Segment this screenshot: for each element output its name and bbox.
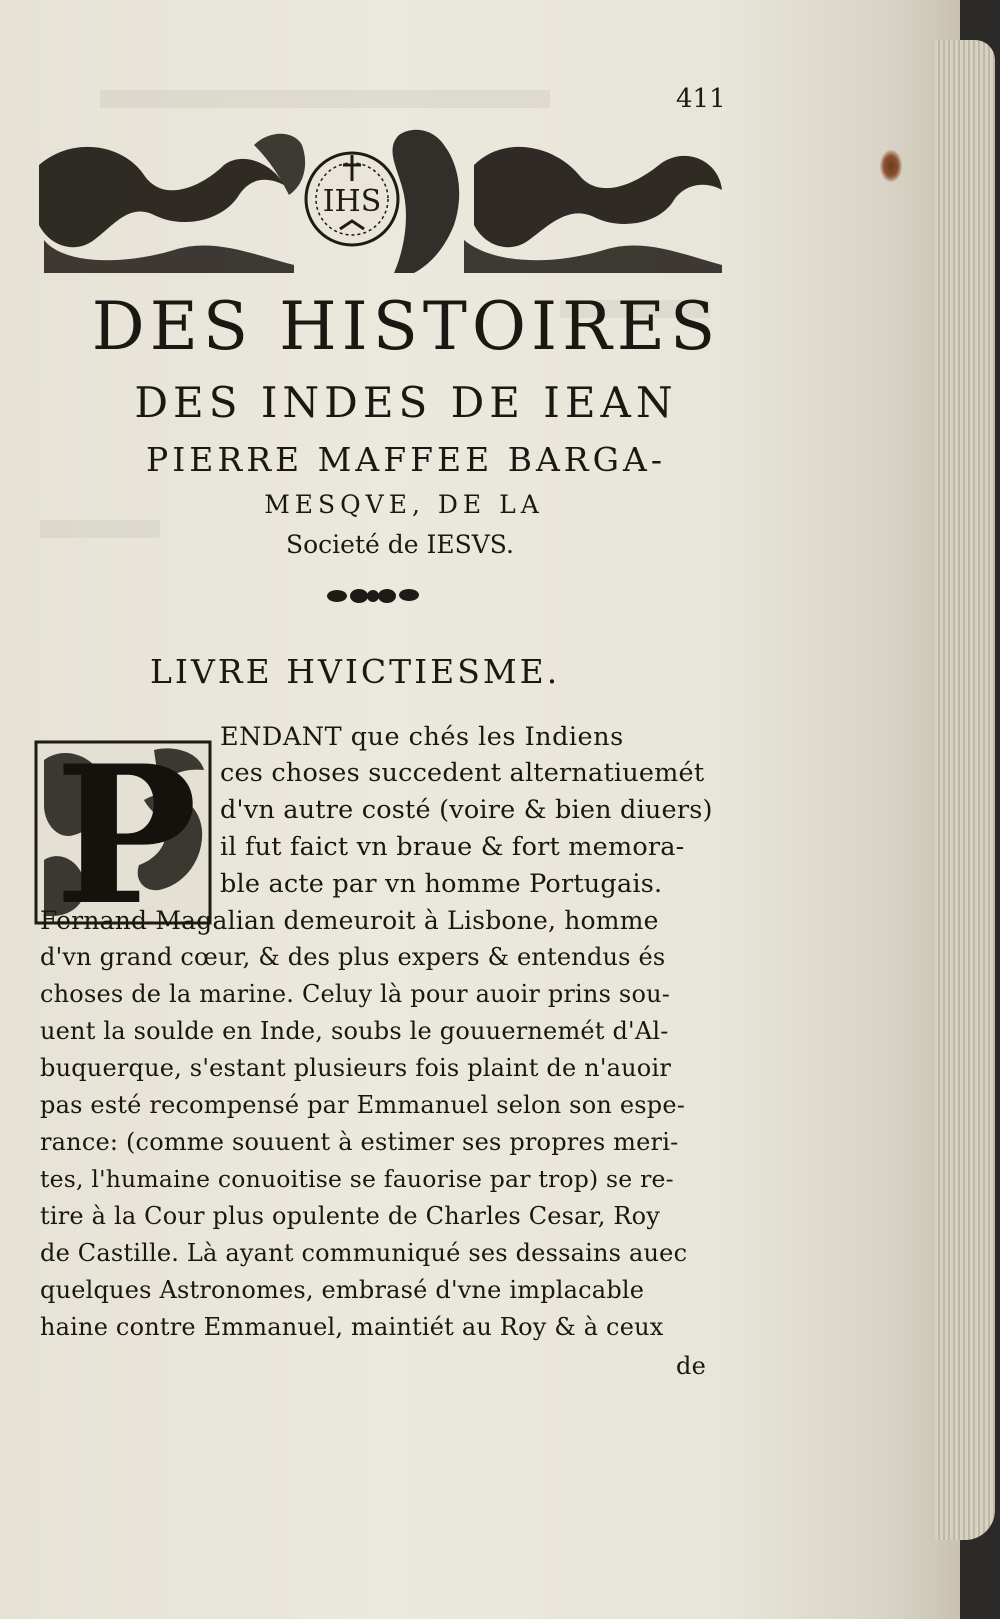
text-line: tire à la Cour plus opulente de Charles Cesar, Roy xyxy=(40,1202,661,1230)
title-line-3: PIERRE MAFFEE BARGA- xyxy=(146,440,666,479)
title-line-1: DES HISTOIRES xyxy=(91,288,721,365)
ornamental-headpiece xyxy=(34,125,726,275)
text-line: uent la soulde en Inde, soubs le gouuernemét d'Al- xyxy=(40,1017,669,1045)
text-line: haine contre Emmanuel, maintiét au Roy & à ceux xyxy=(40,1313,664,1341)
text-line: il fut faict vn braue & fort memora- xyxy=(220,832,685,862)
text-line: de Castille. Là ayant communiqué ses dessains auec xyxy=(40,1239,688,1267)
page-number: 411 xyxy=(676,84,726,114)
decorated-initial xyxy=(34,740,212,925)
fleuron-ornament xyxy=(325,583,420,609)
book-heading: LIVRE HVICTIESME. xyxy=(150,652,561,691)
text-line: ble acte par vn homme Portugais. xyxy=(220,869,663,899)
title-line-5: Societé de IESVS. xyxy=(286,530,514,559)
catchword: de xyxy=(676,1352,706,1380)
title-line-4: MESQVE, DE LA xyxy=(264,490,544,519)
text-line: ces choses succedent alternatiuemét xyxy=(220,758,705,788)
text-line: d'vn autre costé (voire & bien diuers) xyxy=(220,795,713,825)
text-line: pas esté recompensé par Emmanuel selon son espe- xyxy=(40,1091,686,1119)
text-line: rance: (comme souuent à estimer ses propres meri- xyxy=(40,1128,679,1156)
text-line: d'vn grand cœur, & des plus expers & entendus és xyxy=(40,943,666,971)
text-line: choses de la marine. Celuy là pour auoir prins sou- xyxy=(40,980,671,1008)
page-edge-stack xyxy=(935,40,995,1540)
text-line: buquerque, s'estant plusieurs fois plaint de n'auoir xyxy=(40,1054,672,1082)
text-line: quelques Astronomes, embrasé d'vne implacable xyxy=(40,1276,645,1304)
text-line: ENDANT que chés les Indiens xyxy=(220,722,624,752)
title-line-2: DES INDES DE IEAN xyxy=(134,378,678,427)
text-line: tes, l'humaine conuoitise se fauorise par trop) se re- xyxy=(40,1165,674,1193)
foxing-stain xyxy=(880,150,902,182)
dropcap-letter: P xyxy=(54,740,198,925)
ihs-monogram: IHS xyxy=(322,184,382,219)
text-line: Fernand Magalian demeuroit à Lisbone, homme xyxy=(40,906,659,935)
